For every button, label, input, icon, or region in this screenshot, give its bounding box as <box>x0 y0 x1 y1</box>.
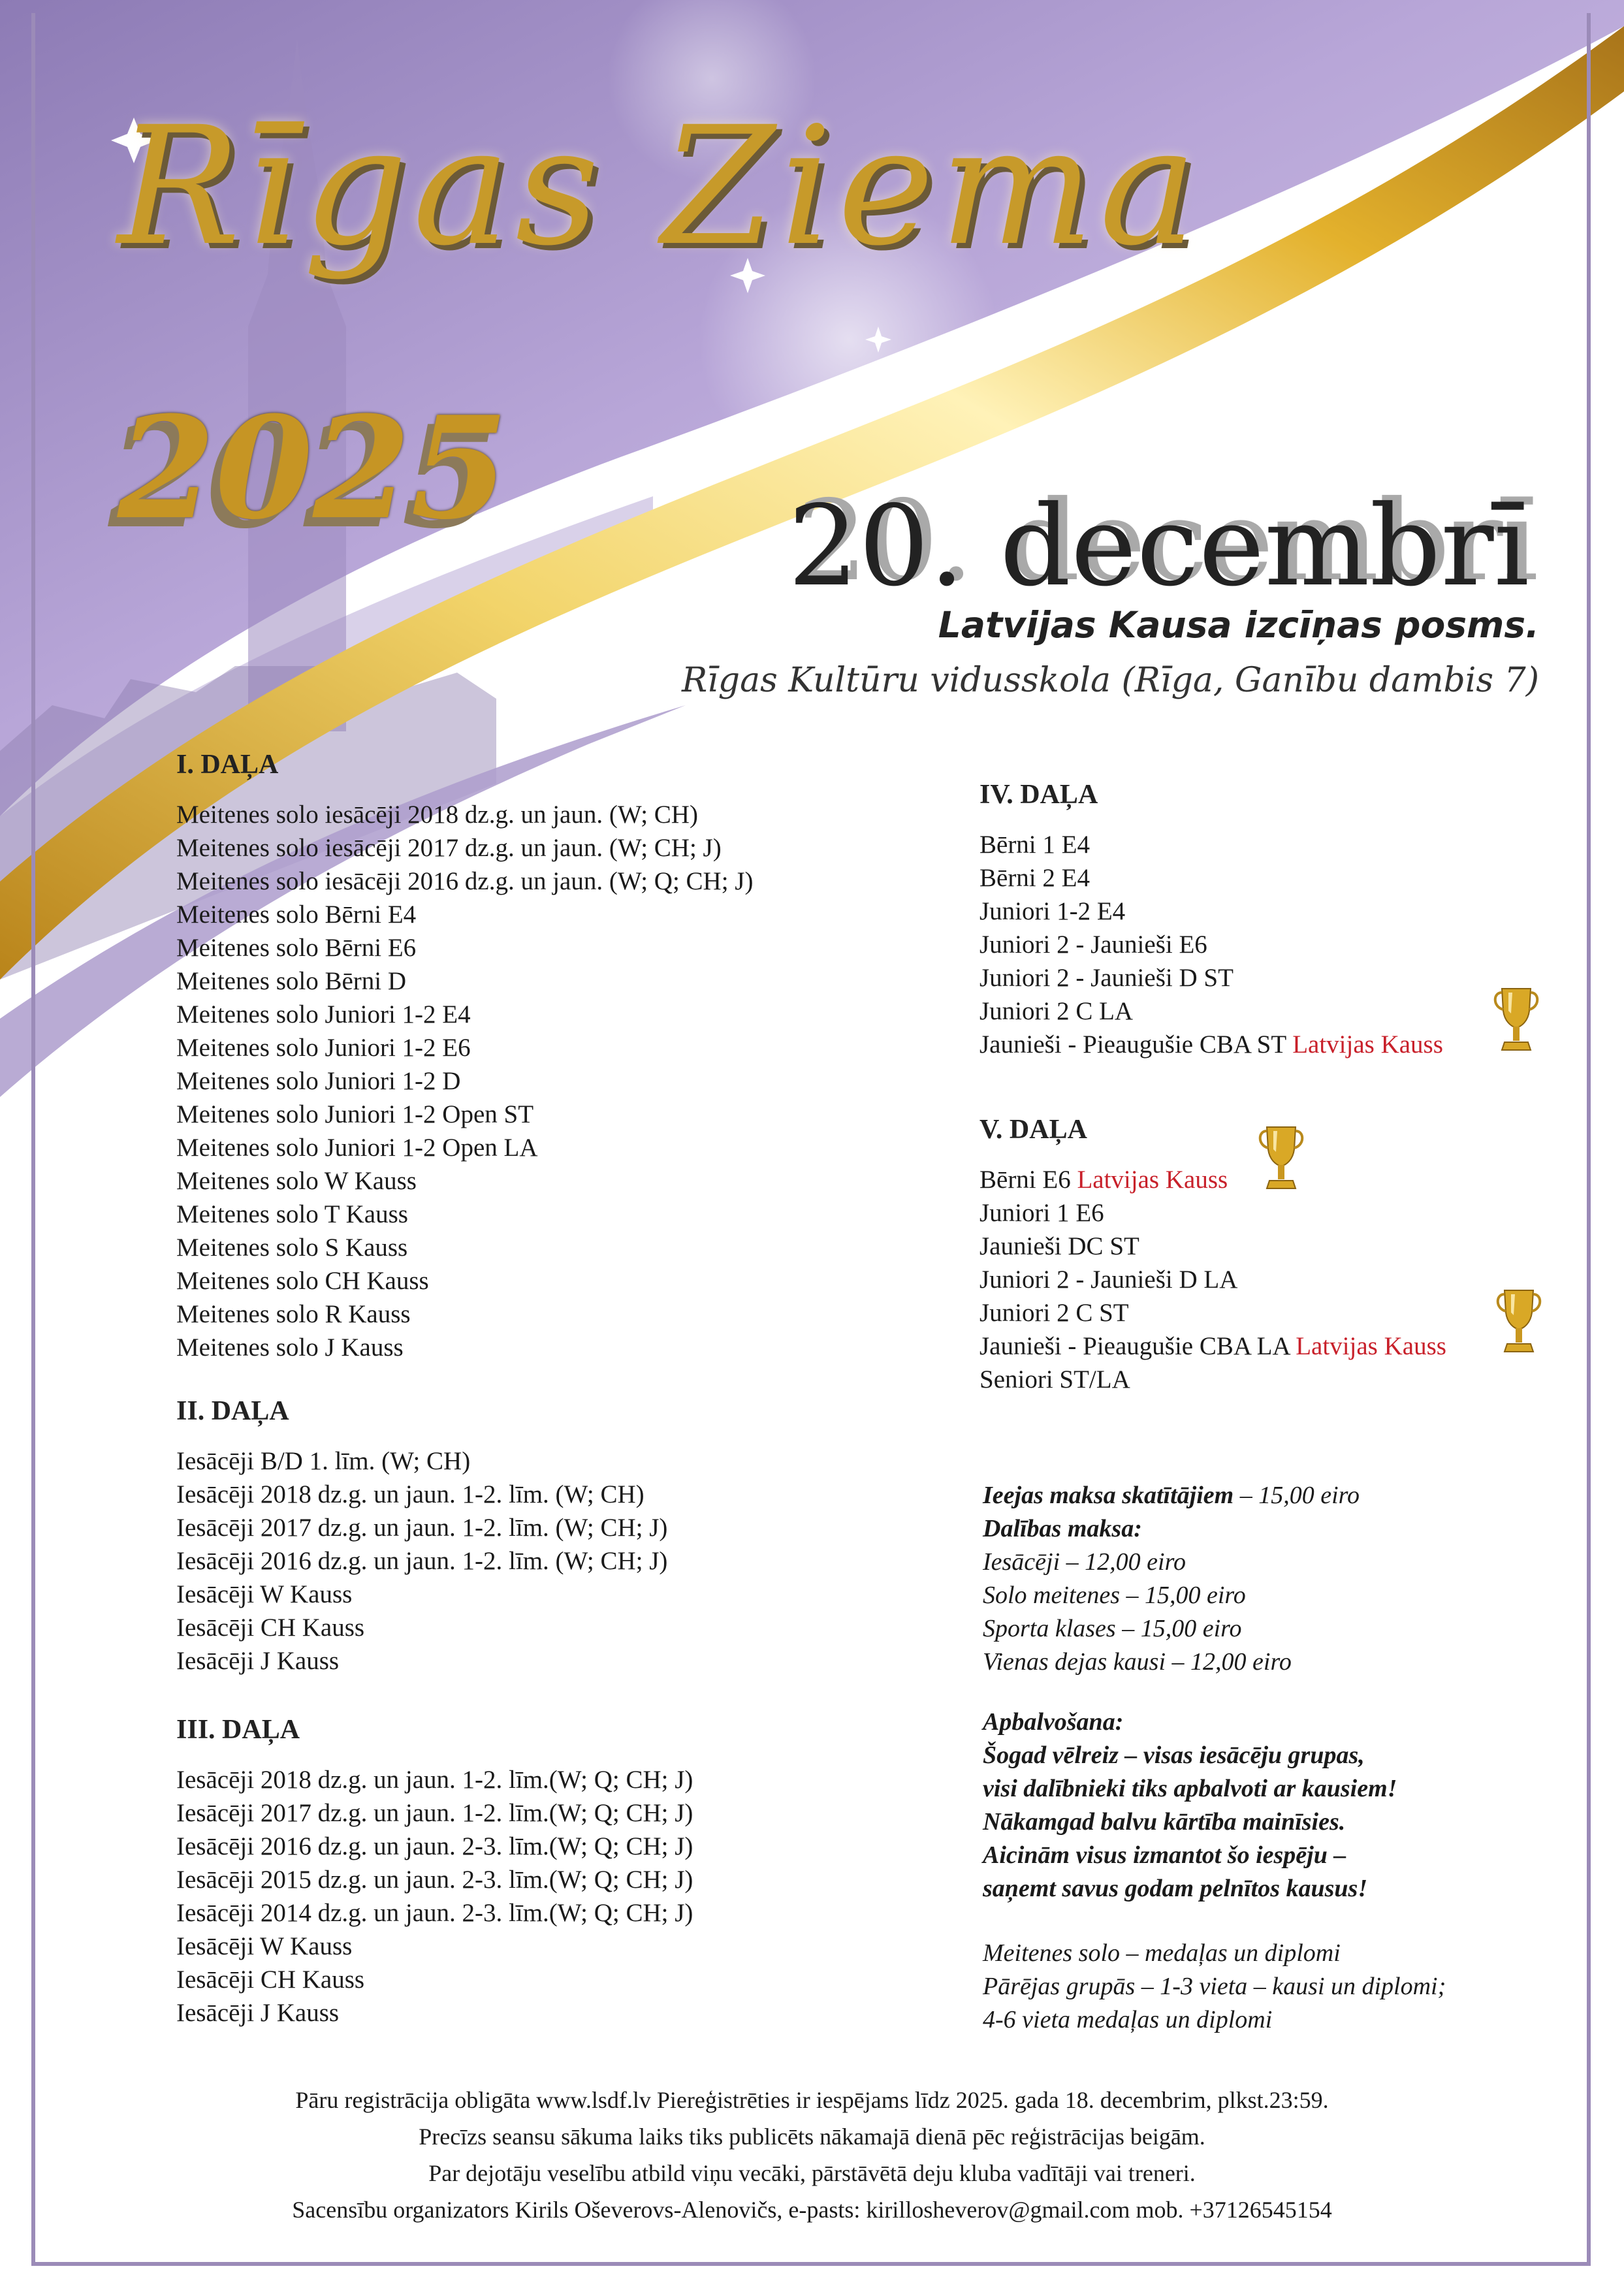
list-item: Meitenes solo J Kauss <box>176 1333 404 1361</box>
list-item: Meitenes solo T Kauss <box>176 1200 408 1228</box>
list-item: Juniori 2 - Jaunieši E6 <box>979 931 1207 959</box>
section-title: V. DAĻA <box>979 1115 1087 1145</box>
list-item: Meitenes solo W Kauss <box>176 1167 417 1195</box>
registration-note: Pāru registrācija obligāta www.lsdf.lv Piereģistrēties ir iespējams līdz 2025. gada 18. decembrim, plkst.23:59. <box>295 2087 1329 2113</box>
awards-detail: Pārējas grupās – 1-3 vieta – kausi un diplomi; <box>983 1973 1446 2000</box>
responsibility-note: Par dejotāju veselību atbild viņu vecāki, pārstāvētā deju kluba vadītāji vai treneri. <box>428 2160 1196 2186</box>
list-item: Juniori 2 C LA <box>979 997 1134 1025</box>
fee-item: Vienas dejas kausi – 12,00 eiro <box>983 1648 1292 1676</box>
list-item: Iesācēji 2017 dz.g. un jaun. 1-2. līm.(W; Q; CH; J) <box>176 1799 693 1827</box>
awards-line: Aicinām visus izmantot šo iespēju – <box>983 1841 1346 1869</box>
list-item: Meitenes solo iesācēji 2016 dz.g. un jaun. (W; Q; CH; J) <box>176 867 754 895</box>
awards-line: visi dalībnieki tiks apbalvoti ar kausiem! <box>983 1775 1397 1802</box>
section-title: II. DAĻA <box>176 1396 289 1426</box>
list-item: Iesācēji J Kauss <box>176 1647 340 1675</box>
trophy-icon <box>1490 985 1542 1057</box>
list-item: Meitenes solo Juniori 1-2 Open ST <box>176 1100 534 1128</box>
awards-detail: Meitenes solo – medaļas un diplomi <box>983 1939 1341 1967</box>
list-item: Iesācēji 2016 dz.g. un jaun. 1-2. līm. (W; CH; J) <box>176 1547 668 1575</box>
list-item: Iesācēji 2015 dz.g. un jaun. 2-3. līm.(W; Q; CH; J) <box>176 1866 693 1894</box>
list-item: Meitenes solo iesācēji 2017 dz.g. un jaun. (W; CH; J) <box>176 834 722 862</box>
list-item: Bērni 2 E4 <box>979 864 1090 892</box>
participation-title: Dalības maksa: <box>983 1515 1142 1542</box>
awards-title: Apbalvošana: <box>983 1708 1124 1736</box>
list-item: Seniori ST/LA <box>979 1365 1130 1393</box>
list-item: Iesācēji 2014 dz.g. un jaun. 2-3. līm.(W; Q; CH; J) <box>176 1899 693 1927</box>
fee-item: Sporta klases – 15,00 eiro <box>983 1615 1242 1642</box>
schedule-note: Precīzs seansu sākuma laiks tiks publicēts nākamajā dienā pēc reģistrācijas beigām. <box>419 2124 1205 2150</box>
event-date: 20. decembrī <box>788 482 1529 611</box>
section-title: I. DAĻA <box>176 750 279 780</box>
awards-block <box>983 1706 1446 2037</box>
event-subtitle: Latvijas Kausa izcīņas posms. <box>938 604 1539 646</box>
trophy-icon <box>1493 1286 1545 1358</box>
footer <box>0 2082 1624 2228</box>
section-part4 <box>979 778 1443 1061</box>
list-item: Meitenes solo R Kauss <box>176 1300 411 1328</box>
trophy-icon <box>1255 1123 1307 1195</box>
event-venue: Rīgas Kultūru vidusskola (Rīga, Ganību dambis 7) <box>682 661 1539 700</box>
awards-line: Nākamgad balvu kārtība mainīsies. <box>983 1808 1346 1836</box>
entry-fee-label: Ieejas maksa skatītājiem <box>983 1482 1234 1509</box>
list-item-cup <box>979 1028 1443 1061</box>
cup-category: Jaunieši - Pieaugušie CBA LA <box>979 1332 1296 1360</box>
list-item: Iesācēji CH Kauss <box>176 1966 365 1994</box>
list-item: Jaunieši DC ST <box>979 1232 1139 1260</box>
fee-item: Solo meitenes – 15,00 eiro <box>983 1582 1246 1609</box>
list-item: Iesācēji CH Kauss <box>176 1614 365 1642</box>
list-item: Iesācēji 2017 dz.g. un jaun. 1-2. līm. (W; CH; J) <box>176 1514 668 1542</box>
list-item: Meitenes solo Juniori 1-2 Open LA <box>176 1134 538 1162</box>
awards-line: saņemt savus godam pelnītos kausus! <box>983 1875 1368 1902</box>
cup-label: Latvijas Kauss <box>1077 1166 1228 1194</box>
fees-block <box>983 1479 1360 1679</box>
entry-fee-value: – 15,00 eiro <box>1234 1482 1360 1509</box>
cup-category: Bērni E6 <box>979 1166 1077 1194</box>
list-item: Meitenes solo CH Kauss <box>176 1267 429 1295</box>
list-item-cup <box>979 1329 1446 1363</box>
list-item: Meitenes solo Bērni E6 <box>176 934 417 962</box>
section-part3 <box>176 1713 693 2029</box>
list-item: Juniori 1 E6 <box>979 1199 1104 1227</box>
section-part1 <box>176 748 753 1364</box>
list-item: Meitenes solo Bērni E4 <box>176 900 417 929</box>
section-part2 <box>176 1395 667 1678</box>
section-part5 <box>979 1113 1446 1396</box>
event-year: 2025 <box>118 385 509 550</box>
list-item: Meitenes solo S Kauss <box>176 1234 408 1262</box>
list-item: Meitenes solo Juniori 1-2 E6 <box>176 1034 471 1062</box>
list-item: Juniori 1-2 E4 <box>979 897 1126 925</box>
list-item: Juniori 2 - Jaunieši D LA <box>979 1265 1238 1294</box>
list-item: Juniori 2 C ST <box>979 1299 1129 1327</box>
list-item: Iesācēji 2018 dz.g. un jaun. 1-2. līm.(W; Q; CH; J) <box>176 1766 693 1794</box>
list-item: Bērni 1 E4 <box>979 831 1090 859</box>
list-item: Juniori 2 - Jaunieši D ST <box>979 964 1234 992</box>
cup-label: Latvijas Kauss <box>1296 1332 1446 1360</box>
list-item: Meitenes solo Bērni D <box>176 967 407 995</box>
awards-line: Šogad vēlreiz – visas iesācēju grupas, <box>983 1742 1365 1769</box>
cup-label: Latvijas Kauss <box>1292 1030 1443 1058</box>
list-item: Meitenes solo iesācēji 2018 dz.g. un jaun. (W; CH) <box>176 801 698 829</box>
list-item: Iesācēji B/D 1. līm. (W; CH) <box>176 1447 471 1475</box>
list-item: Iesācēji 2018 dz.g. un jaun. 1-2. līm. (W; CH) <box>176 1480 645 1508</box>
list-item: Iesācēji W Kauss <box>176 1580 353 1608</box>
organizer-contact: Sacensību organizators Kirils Oševerovs-Alenovičs, e-pasts: kirillosheverov@gmail.com mob. +37126545154 <box>292 2197 1332 2223</box>
cup-category: Jaunieši - Pieaugušie CBA ST <box>979 1030 1293 1058</box>
event-title: Rīgas Ziema <box>118 91 1202 281</box>
list-item-cup <box>979 1163 1446 1196</box>
list-item: Iesācēji J Kauss <box>176 1999 340 2027</box>
section-title: IV. DAĻA <box>979 780 1098 810</box>
awards-detail: 4-6 vieta medaļas un diplomi <box>983 2006 1273 2033</box>
section-title: III. DAĻA <box>176 1715 300 1745</box>
list-item: Iesācēji W Kauss <box>176 1932 353 1960</box>
entry-fee <box>983 1479 1360 1512</box>
list-item: Meitenes solo Juniori 1-2 D <box>176 1067 461 1095</box>
list-item: Meitenes solo Juniori 1-2 E4 <box>176 1000 471 1028</box>
list-item: Iesācēji 2016 dz.g. un jaun. 2-3. līm.(W; Q; CH; J) <box>176 1832 693 1860</box>
fee-item: Iesācēji – 12,00 eiro <box>983 1548 1186 1576</box>
